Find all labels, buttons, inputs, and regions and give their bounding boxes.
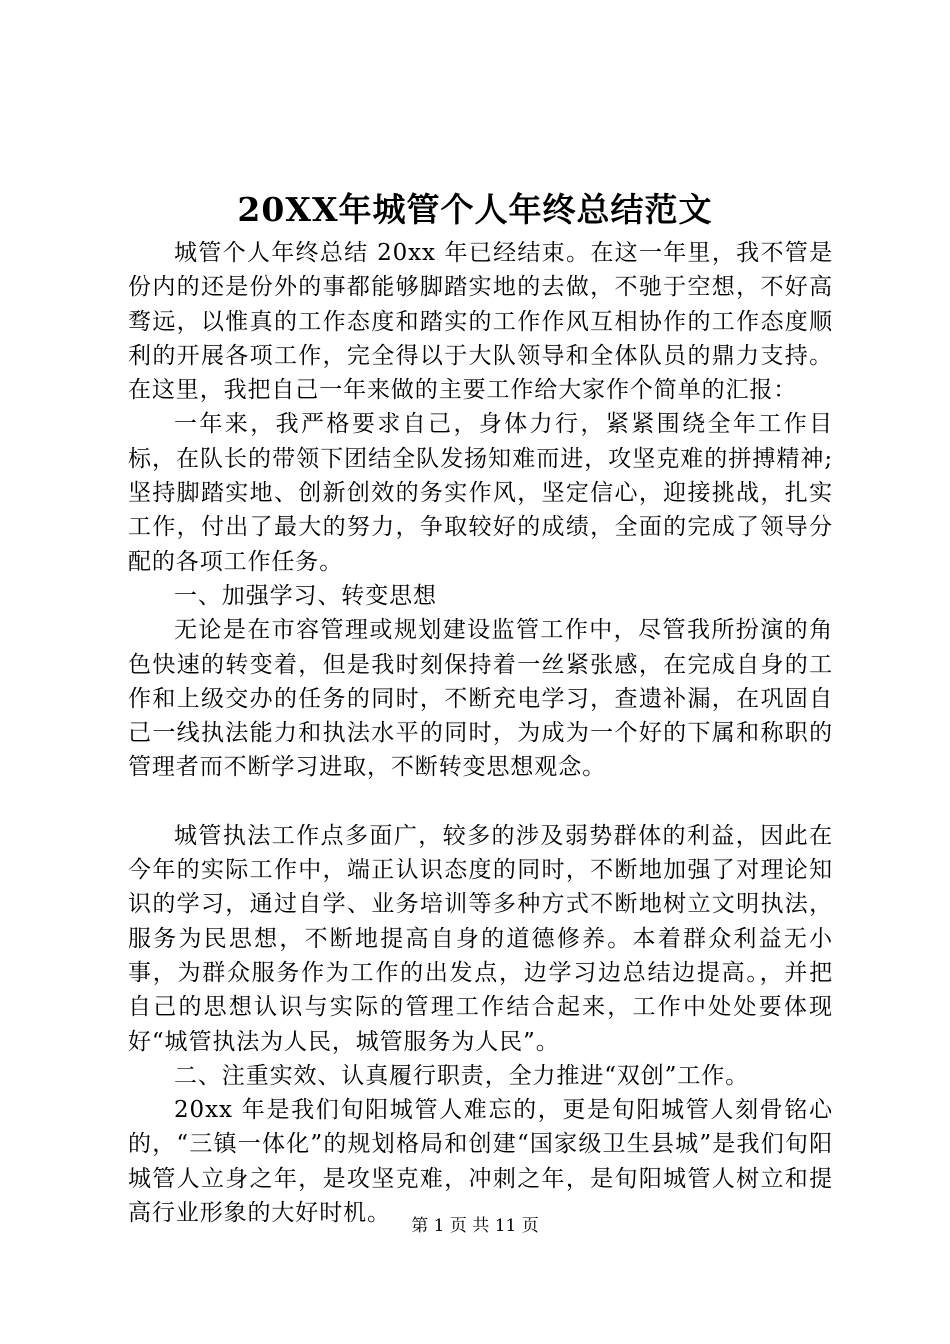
- page-number-footer: 第 1 页 共 11 页: [411, 1216, 539, 1236]
- paragraph-study: 无论是在市容管理或规划建设监管工作中，尽管我所扮演的角色快速的转变着，但是我时刻保持着一丝紧张感，在完成自身的工作和上级交办的任务的同时，不断充电学习，查遗补漏，在巩固自己一线执法能力和执法水平的同时，为成为一个好的下属和称职的管理者而不断学习进取，不断转变思想观念。: [128, 617, 833, 781]
- paragraph-summary: 一年来，我严格要求自己，身体力行，紧紧围绕全年工作目标，在队长的带领下团结全队发扬知难而进，攻坚克难的拼搏精神;坚持脚踏实地、创新创效的务实作风，坚定信心，迎接挑战，扎实工作，付出了最大的努力，争取较好的成绩，全面的完成了领导分配的各项工作任务。: [128, 411, 833, 575]
- paragraph-enforcement: 城管执法工作点多面广，较多的涉及弱势群体的利益，因此在今年的实际工作中，端正认识态度的同时，不断地加强了对理论知识的学习，通过自学、业务培训等多种方式不断地树立文明执法，服务为民思想，不断地提高自身的道德修养。本着群众利益无小事，为群众服务作为工作的出发点，边学习边总结边提高。，并把自己的思想认识与实际的管理工作结合起来，工作中处处要体现好“城管执法为人民，城管服务为人民”。: [128, 822, 833, 1055]
- section-heading-1: 一、加强学习、转变思想: [174, 582, 437, 609]
- document-body: [128, 236, 833, 1230]
- paragraph-intro: 城管个人年终总结 20xx 年已经结束。在这一年里，我不管是份内的还是份外的事都能够脚踏实地的去做，不驰于空想，不好高骛远，以惟真的工作态度和踏实的工作作风互相协作的工作态度顺利的开展各项工作，完全得以于大队领导和全体队员的鼎力支持。在这里，我把自己一年来做的主要工作给大家作个简单的汇报：: [128, 240, 833, 404]
- section-heading-2: 二、注重实效、认真履行职责，全力推进“双创”工作。: [174, 1062, 750, 1089]
- document-title: 20XX年城管个人年终总结范文: [237, 190, 713, 229]
- paragraph-year-review: 20xx 年是我们旬阳城管人难忘的，更是旬阳城管人刻骨铭心的，“三镇一体化”的规划格局和创建“国家级卫生县城”是我们旬阳城管人立身之年，是攻坚克难，冲刺之年，是旬阳城管人树立和提高行业形象的大好时机。: [128, 1097, 833, 1227]
- paragraph-spacer: [128, 785, 833, 819]
